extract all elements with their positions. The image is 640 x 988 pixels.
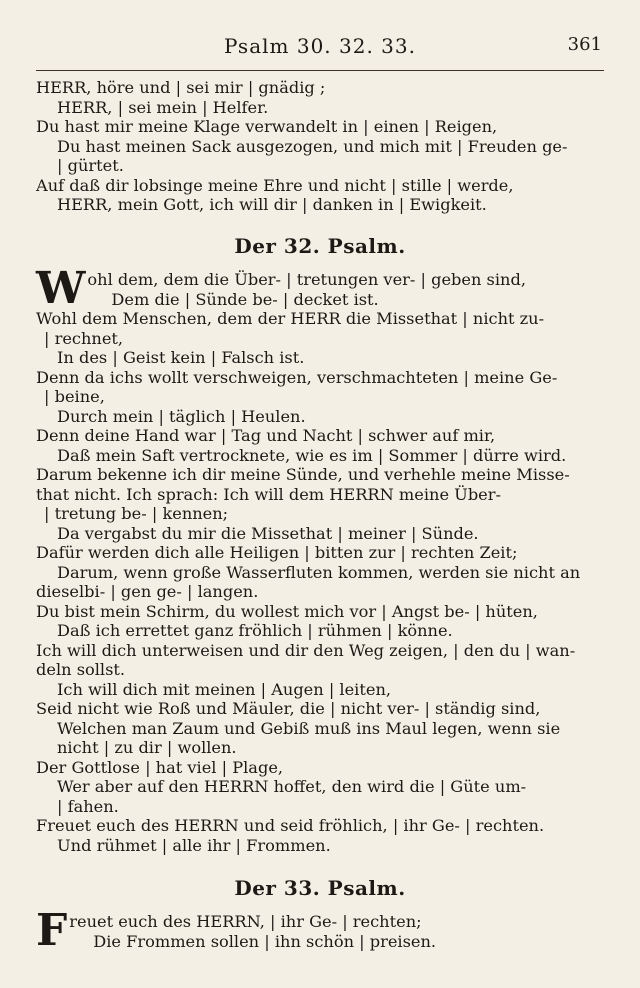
verse-line: Die Frommen sollen | ihn schön | preisen. <box>93 931 437 951</box>
verse-line: Da vergabst du mir die Missethat | meiner | Sünde. <box>57 523 479 543</box>
verse-line: dieselbi- | gen ge- | langen. <box>36 582 259 601</box>
page-header <box>36 34 604 68</box>
verse-line: Wer aber auf den HERRN hoffet, den wird die | Güte um- <box>57 777 527 796</box>
verse-line: that nicht. Ich sprach: Ich will dem HERRN meine Über- <box>36 484 501 504</box>
verse-line: Dem die | Sünde be- | decket ist. <box>111 289 379 309</box>
verse-line: Freuet euch des HERRN und seid fröhlich, | ihr Ge- | rechten. <box>36 816 545 835</box>
verse-line: Denn da ichs wollt verschweigen, verschmachteten | meine Ge- <box>36 367 558 387</box>
verse-line: Auf daß dir lobsinge meine Ehre und nicht | stille | werde, <box>36 175 514 195</box>
verse-line: Welchen man Zaum und Gebiß muß ins Maul legen, wenn sie <box>57 718 561 738</box>
psalm-33-heading: Der 33. Psalm. <box>234 876 406 900</box>
psalm-32-heading: Der 32. Psalm. <box>234 234 406 258</box>
verse-line: Durch mein | täglich | Heulen. <box>57 406 306 426</box>
verse-line: | tretung be- | kennen; <box>44 504 229 523</box>
psalm-33-text <box>36 905 608 956</box>
verse-line: ohl dem, dem die Über- | tretungen ver- | geben sind, <box>87 270 526 289</box>
verse-line: Seid nicht wie Roß und Mäuler, die | nicht ver- | ständig sind, <box>36 699 541 718</box>
verse-line: HERR, höre und | sei mir | gnädig ; <box>36 78 326 97</box>
psalm-30-text <box>36 78 608 215</box>
verse-line: | fahen. <box>57 796 119 816</box>
verse-line: Du hast meinen Sack ausgezogen, und mich mit | Freuden ge- <box>57 136 568 156</box>
verse-line: Darum bekenne ich dir meine Sünde, und verhehle meine Misse- <box>36 465 570 484</box>
verse-line: HERR, | sei mein | Helfer. <box>57 97 269 117</box>
verse-line: Wohl dem Menschen, dem der HERR die Missethat | nicht zu- <box>36 309 545 328</box>
verse-line: Darum, wenn große Wasserfluten kommen, werden sie nicht an <box>57 562 581 582</box>
running-title: Psalm 30. 32. 33. <box>224 34 416 58</box>
verse-line: Du bist mein Schirm, du wollest mich vor | Angst be- | hüten, <box>36 601 538 621</box>
page-number: 361 <box>567 34 602 55</box>
verse-line: | beine, <box>44 387 105 406</box>
verse-line: Denn deine Hand war | Tag und Nacht | schwer auf mir, <box>36 426 496 445</box>
verse-line: HERR, mein Gott, ich will dir | danken in | Ewigkeit. <box>57 195 487 214</box>
verse-line: Und rühmet | alle ihr | Frommen. <box>57 835 331 855</box>
verse-line: Ich will dich mit meinen | Augen | leiten, <box>57 679 392 699</box>
verse-line: | rechnet, <box>44 328 124 348</box>
psalm-33-dropcap: F <box>36 905 68 956</box>
verse-line: In des | Geist kein | Falsch ist. <box>57 348 305 367</box>
verse-line: Du hast mir meine Klage verwandelt in | einen | Reigen, <box>36 117 498 136</box>
psalm-32-text <box>36 263 608 855</box>
verse-line: Daß ich errettet ganz fröhlich | rühmen | könne. <box>57 621 453 640</box>
verse-line: | gürtet. <box>57 156 124 175</box>
verse-line: deln sollst. <box>36 660 126 679</box>
verse-line: reuet euch des HERRN, | ihr Ge- | rechten; <box>69 912 422 931</box>
verse-line: nicht | zu dir | wollen. <box>57 738 237 757</box>
verse-line: Der Gottlose | hat viel | Plage, <box>36 757 284 777</box>
verse-line: Dafür werden dich alle Heiligen | bitten zur | rechten Zeit; <box>36 543 518 562</box>
header-divider <box>36 70 604 71</box>
psalm-32-dropcap: W <box>36 263 86 314</box>
verse-line: Daß mein Saft vertrocknete, wie es im | Sommer | dürre wird. <box>57 445 567 465</box>
verse-line: Ich will dich unterweisen und dir den Weg zeigen, | den du | wan- <box>36 640 576 660</box>
